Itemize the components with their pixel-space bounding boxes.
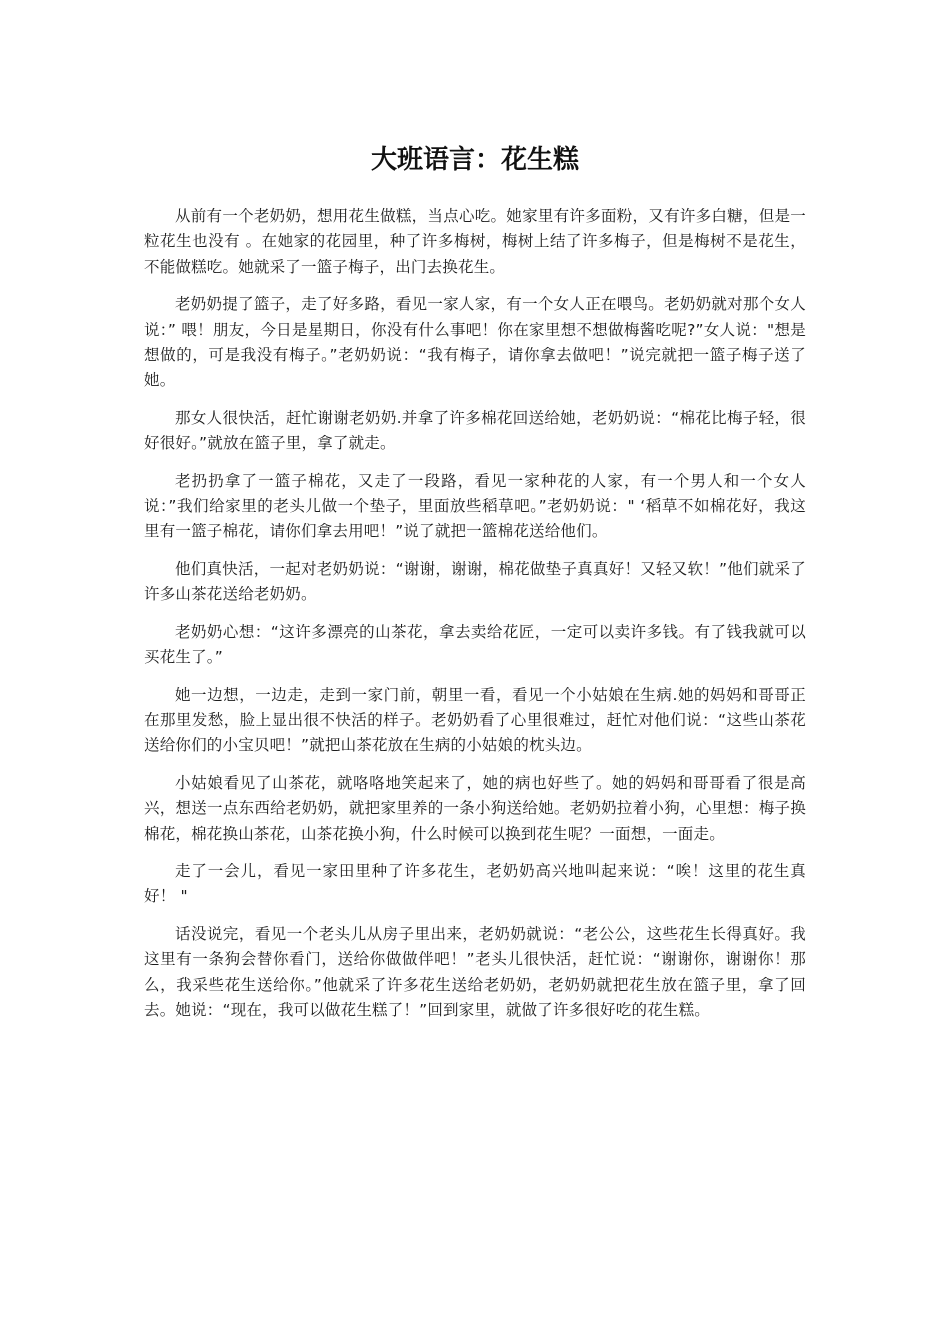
paragraph: 她一边想，一边走，走到一家门前，朝里一看，看见一个小姑娘在生病.她的妈妈和哥哥正在那里发愁，脸上显出很不快活的样子。老奶奶看了心里很难过，赶忙对他们说：“这些山茶花送给你们的小宝贝吧！”就把山茶花放在生病的小姑娘的枕头边。 <box>144 685 806 755</box>
document-body <box>144 204 806 1035</box>
paragraph: 老奶奶提了篮子，走了好多路，看见一家人家，有一个女人正在喂鸟。老奶奶就对那个女人说：” 喂！朋友，今日是星期日，你没有什么事吧！你在家里想不想做梅酱吃呢?”女人说："想是想做的，可是我没有梅子。”老奶奶说：“我有梅子，请你拿去做吧！”说完就把一篮子梅子送了她。 <box>144 295 806 390</box>
paragraph: 小姑娘看见了山茶花，就咯咯地笑起来了，她的病也好些了。她的妈妈和哥哥看了很是高兴，想送一点东西给老奶奶，就把家里养的一条小狗送给她。老奶奶拉着小狗，心里想：梅子换棉花，棉花换山茶花，山茶花换小狗，什么时候可以换到花生呢？一面想，一面走。 <box>144 773 806 843</box>
paragraph: 从前有一个老奶奶，想用花生做糕，当点心吃。她家里有许多面粉，又有许多白糖，但是一粒花生也没有 。在她家的花园里，种了许多梅树，梅树上结了许多梅子，但是梅树不是花生，不能做糕吃。她就采了一篮子梅子，出门去换花生。 <box>144 207 806 276</box>
paragraph: 话没说完，看见一个老头儿从房子里出来，老奶奶就说：“老公公，这些花生长得真好。我这里有一条狗会替你看门，送给你做做伴吧！”老头儿很快活，赶忙说：“谢谢你，谢谢你！那么，我采些花生送给你。”他就采了许多花生送给老奶奶，老奶奶就把花生放在篮子里，拿了回去。她说：“现在，我可以做花生糕了！”回到家里，就做了许多很好吃的花生糕。 <box>144 924 806 1019</box>
paragraph: 他们真快活，一起对老奶奶说：“谢谢，谢谢，棉花做垫子真真好！又轻又软！”他们就采了许多山茶花送给老奶奶。 <box>144 559 806 604</box>
paragraph: 走了一会儿，看见一家田里种了许多花生，老奶奶高兴地叫起来说：“唉！这里的花生真好！ " <box>144 861 806 906</box>
paragraph: 老扔扔拿了一篮子棉花，又走了一段路，看见一家种花的人家，有一个男人和一个女人说：”我们给家里的老头儿做一个垫子，里面放些稻草吧。”老奶奶说：" ‘稻草不如棉花好，我这里有一篮子棉花，请你们拿去用吧！”说了就把一篮棉花送给他们。 <box>144 471 806 541</box>
paragraph: 那女人很快活，赶忙谢谢老奶奶.并拿了许多棉花回送给她，老奶奶说：“棉花比梅子轻，很好很好。”就放在篮子里，拿了就走。 <box>144 408 806 453</box>
paragraph: 老奶奶心想：“这许多漂亮的山茶花，拿去卖给花匠，一定可以卖许多钱。有了钱我就可以买花生了。” <box>144 622 806 667</box>
document-title: 大班语言：花生糕 <box>370 145 579 175</box>
